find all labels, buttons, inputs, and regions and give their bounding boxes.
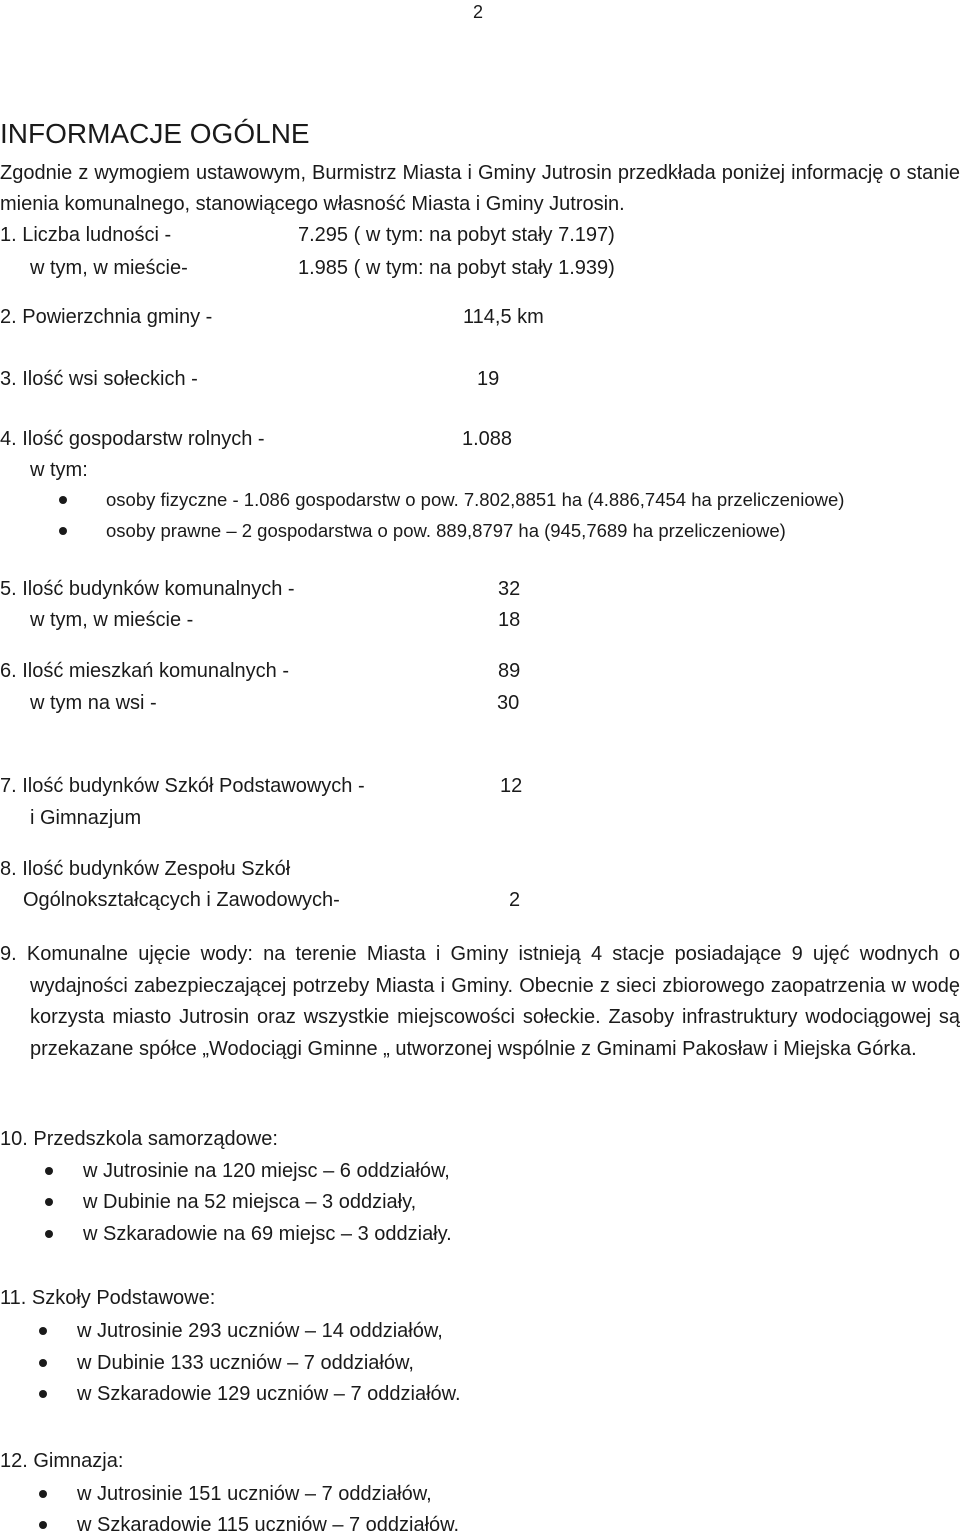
bullet-icon bbox=[39, 1390, 47, 1398]
bullet-icon bbox=[59, 527, 67, 535]
intro-paragraph: Zgodnie z wymogiem ustawowym, Burmistrz Miasta i Gminy Jutrosin przedkłada poniżej informację o stanie mienia komunalnego, stanowiącego własność Miasta i Gminy Jutrosin. bbox=[0, 162, 960, 215]
primary-schools-label: 11. Szkoły Podstawowe: bbox=[0, 1287, 216, 1309]
villages-label: 3. Ilość wsi sołeckich - bbox=[0, 368, 198, 390]
bullet-icon bbox=[39, 1359, 47, 1367]
buildings-city-value: 18 bbox=[498, 609, 521, 631]
primary-schools-buildings-label: 7. Ilość budynków Szkół Podstawowych - bbox=[0, 775, 365, 797]
primary-school-item: w Dubinie 133 uczniów – 7 oddziałów, bbox=[77, 1352, 414, 1374]
flats-village-label: w tym na wsi - bbox=[30, 692, 157, 714]
gymnasiums-label: 12. Gimnazja: bbox=[0, 1450, 124, 1472]
bullet-icon bbox=[59, 496, 67, 504]
flats-value: 89 bbox=[498, 660, 521, 682]
primary-school-item: w Szkaradowie 129 uczniów – 7 oddziałów. bbox=[77, 1383, 461, 1405]
area-value: 114,5 km bbox=[463, 306, 544, 328]
buildings-value: 32 bbox=[498, 578, 521, 600]
kindergarten-item: w Jutrosinie na 120 miejsc – 6 oddziałów, bbox=[83, 1160, 450, 1182]
area-label: 2. Powierzchnia gminy - bbox=[0, 306, 213, 328]
kindergartens-label: 10. Przedszkola samorządowe: bbox=[0, 1128, 278, 1150]
buildings-city-label: w tym, w mieście - bbox=[30, 609, 194, 631]
kindergarten-item: w Szkaradowie na 69 miejsc – 3 oddziały. bbox=[83, 1223, 452, 1245]
bullet-icon bbox=[45, 1230, 53, 1238]
bullet-icon bbox=[39, 1490, 47, 1498]
farms-label: 4. Ilość gospodarstw rolnych - bbox=[0, 428, 265, 450]
primary-schools-buildings-label2: i Gimnazjum bbox=[30, 807, 142, 829]
school-complex-label: 8. Ilość budynków Zespołu Szkół bbox=[0, 858, 291, 880]
bullet-icon bbox=[39, 1521, 47, 1529]
flats-label: 6. Ilość mieszkań komunalnych - bbox=[0, 660, 290, 682]
gymnasium-item: w Jutrosinie 151 uczniów – 7 oddziałów, bbox=[77, 1483, 432, 1505]
bullet-icon bbox=[45, 1198, 53, 1206]
primary-schools-buildings-value: 12 bbox=[500, 775, 523, 797]
school-complex-value: 2 bbox=[509, 889, 521, 911]
population-value: 7.295 ( w tym: na pobyt stały 7.197) bbox=[298, 224, 615, 246]
flats-village-value: 30 bbox=[497, 692, 520, 714]
buildings-label: 5. Ilość budynków komunalnych - bbox=[0, 578, 295, 600]
page-title: INFORMACJE OGÓLNE bbox=[0, 118, 310, 149]
population-label: 1. Liczba ludności - bbox=[0, 224, 172, 246]
page-number: 2 bbox=[473, 2, 484, 22]
bullet-icon bbox=[39, 1327, 47, 1335]
school-complex-label2: Ogólnokształcących i Zawodowych- bbox=[23, 889, 340, 911]
farms-bullet-1: osoby fizyczne - 1.086 gospodarstw o pow. 7.802,8851 ha (4.886,7454 ha przeliczeniowe) bbox=[106, 489, 845, 510]
farms-bullet-2: osoby prawne – 2 gospodarstwa o pow. 889,8797 ha (945,7689 ha przeliczeniowe) bbox=[106, 520, 786, 541]
farms-value: 1.088 bbox=[462, 428, 513, 450]
bullet-icon bbox=[45, 1167, 53, 1175]
population-city-label: w tym, w mieście- bbox=[30, 257, 188, 279]
gymnasium-item: w Szkaradowie 115 uczniów – 7 oddziałów. bbox=[77, 1514, 460, 1536]
water-supply-paragraph: 9. Komunalne ujęcie wody: na terenie Miasta i Gminy istnieją 4 stacje posiadające 9 ujęć wodnych o wydajności zabezpieczającej potrzeby Miasta i Gminy. Obecnie z sieci zbiorowego zaopatrzenia w wodę korzysta miasto Jutrosin oraz wszystkie miejscowości sołeckie. Zasoby infrastruktury wodociągowej są przekazane spółce „Wodociągi Gminne „ utworzonej wspólnie z Gminami Pakosław i Miejska Górka. bbox=[0, 943, 960, 1060]
primary-school-item: w Jutrosinie 293 uczniów – 14 oddziałów, bbox=[77, 1320, 443, 1342]
population-city-value: 1.985 ( w tym: na pobyt stały 1.939) bbox=[298, 257, 615, 279]
villages-value: 19 bbox=[477, 368, 500, 390]
farms-sub-label: w tym: bbox=[30, 459, 88, 481]
kindergarten-item: w Dubinie na 52 miejsca – 3 oddziały, bbox=[83, 1191, 417, 1213]
